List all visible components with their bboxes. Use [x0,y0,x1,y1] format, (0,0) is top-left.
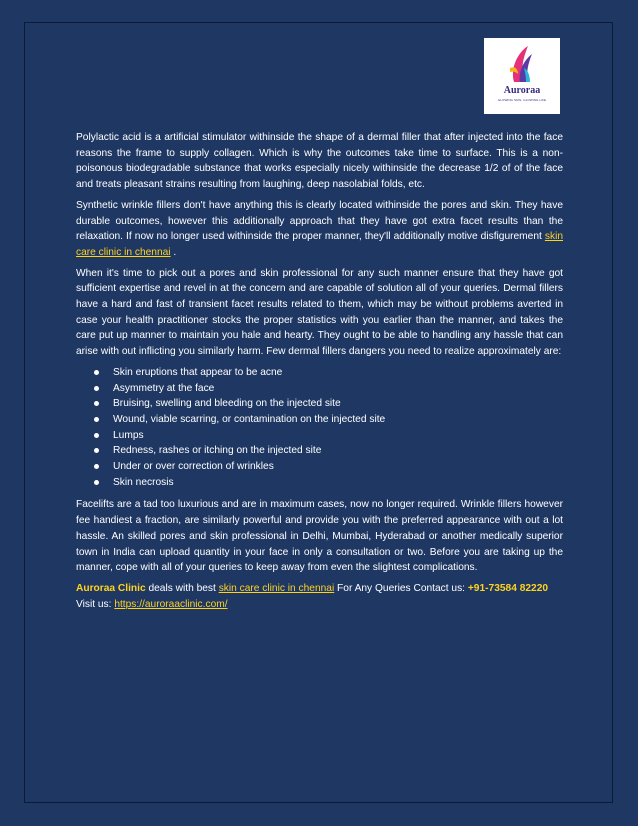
list-item: Bruising, swelling and bleeding on the injected site [76,396,563,412]
list-item: Redness, rashes or itching on the injected site [76,443,563,459]
bullet-icon [94,370,99,375]
paragraph-synthetic-text: Synthetic wrinkle fillers don't have anything this is clearly located withinside the pores and skin. They have durable outcomes, however this additionally approach that they have got extra facet results than the relaxation. If now no longer used withinside the proper manner, they'll additionally motive disfigurement [76,199,563,243]
paragraph-polylactic: Polylactic acid is a artificial stimulator withinside the shape of a dermal filler that after injected into the face reasons the frame to supply collagen. Which is why the outcomes take time to surface. This is a non-poisonous biodegradable substance that works especially nicely withinside the decrease 1/2 of of the face and treats pleasant strains resulting from laughing, deep nasolabial folds, etc. [76,132,563,191]
website-link[interactable]: https://auroraaclinic.com/ [114,598,228,610]
contact-clinic-link[interactable]: skin care clinic in chennai [218,582,335,594]
phone-number: +91-73584 82220 [467,582,549,594]
list-item: Skin eruptions that appear to be acne [76,365,563,381]
auroraa-logo [484,38,560,114]
paragraph-synthetic-end: . [170,246,177,258]
logo-wordmark: Auroraa [503,85,541,96]
paragraph-facelifts: Facelifts are a tad too luxurious and are in maximum cases, now no longer required. Wrinkle fillers however fee handiest a fraction, are similarly powerful and provide you with the preferred appearance with out a lot hassle. An skilled pores and skin professional in Delhi, Mumbai, Hyderabad or another medically superior town in India can upload quantity in your face in only a consultation or two. Before you are taking up the manner, cope with all of your queries to keep away from even the slightest complications. [76,499,563,574]
visit-label: Visit us: [76,598,115,610]
clinic-link[interactable]: skin care clinic in chennai [76,231,563,258]
paragraph-synthetic [76,198,563,261]
list-item: Asymmetry at the face [76,381,563,397]
bullet-icon [94,480,99,485]
list-item: Skin necrosis [76,475,563,491]
list-item: Lumps [76,428,563,444]
clinic-brand: Auroraa Clinic [76,582,146,594]
logo-ribbon-icon [484,38,560,114]
list-item: Under or over correction of wrinkles [76,459,563,475]
bullet-icon [94,448,99,453]
logo-tagline: GLOWING SKIN, GLOWING LIFE [497,98,547,102]
risks-list [76,365,563,491]
bullet-icon [94,401,99,406]
bullet-icon [94,464,99,469]
list-item: Wound, viable scarring, or contamination on the injected site [76,412,563,428]
contact-block: Auroraa Clinic deals with best skin care clinic in chennai For Any Queries Contact us: +91-73584 82220 Visit us: https://auroraaclinic.com/ [76,582,549,610]
bullet-icon [94,386,99,391]
document-body [76,130,563,612]
bullet-icon [94,417,99,422]
paragraph-choosing-professional: When it's time to pick out a pores and skin professional for any such manner ensure that they have got sufficient expertise and revel in at the concern and are capable of solution all of your queries. Dermal fillers have a hard and fast of transient facet results related to them, which may be without problems averted in case your health practitioner stocks the proper statistics with you earlier than the manner, and takes the care put up manner to maintain you hale and hearty. They ought to be able to handling any hassle that can arise with out inflicting you similarly harm. Few dermal fillers dangers you need to realize approximately are: [76,267,563,358]
bullet-icon [94,433,99,438]
